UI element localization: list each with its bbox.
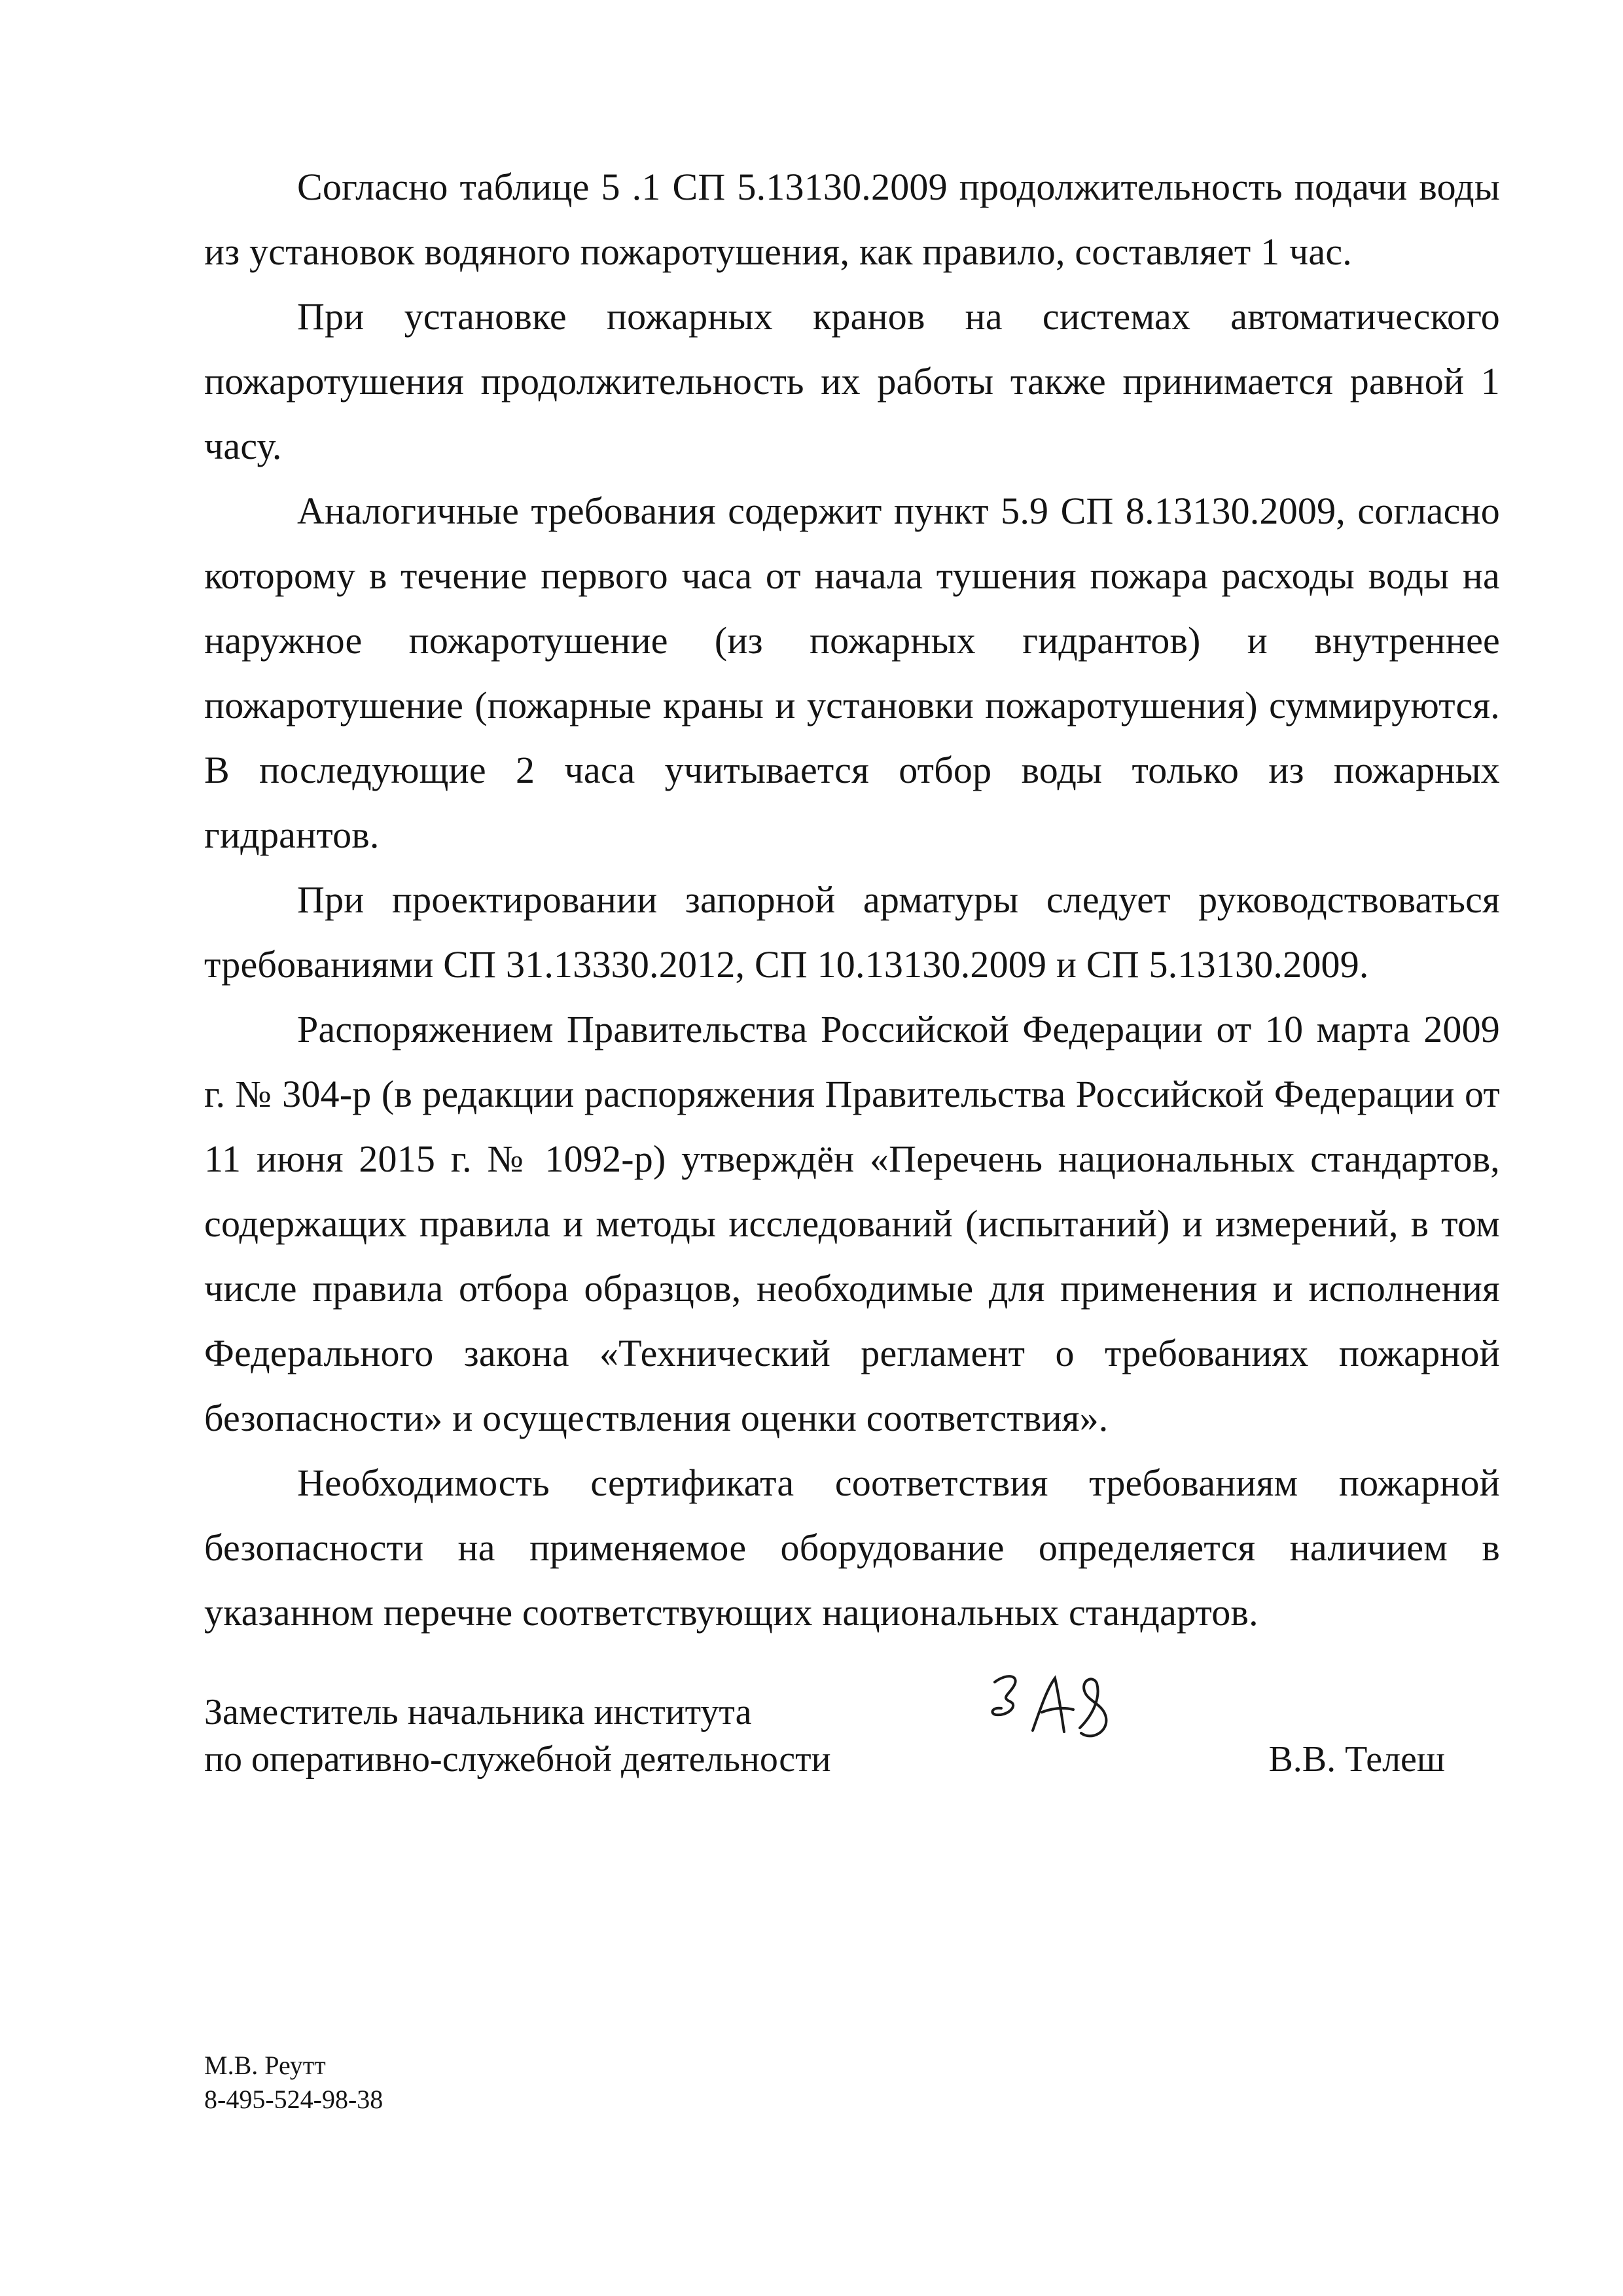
signature-block <box>204 1689 1500 1806</box>
executor-info <box>204 2049 383 2117</box>
paragraph-similar-requirements: Аналогичные требования содержит пункт 5.9 СП 8.13130.2009, согласно которому в течение первого часа от начала тушения пожара расходы воды на наружное пожаротушение (из пожарных гидрантов) и внутреннее пожаротушение (пожарные краны и установки пожаротушения) суммируются. В последующие 2 часа учитывается отбор воды только из пожарных гидрантов. <box>204 490 1500 856</box>
paragraph-fire-hydrants: При установке пожарных кранов на системах автоматического пожаротушения продолжительность их работы также принимается равной 1 часу. <box>204 295 1500 467</box>
executor-phone: 8-495-524-98-38 <box>204 2085 383 2114</box>
paragraph-certificate-necessity: Необходимость сертификата соответствия требованиям пожарной безопасности на применяемое оборудование определяется наличием в указанном перечне соответствующих национальных стандартов. <box>204 1462 1500 1634</box>
signer-title <box>204 1689 831 1783</box>
paragraph-shutoff-valves: При проектировании запорной арматуры следует руководствоваться требованиями СП 31.13330.2012, СП 10.13130.2009 и СП 5.13130.2009. <box>204 878 1500 986</box>
paragraph-fire-duration: Согласно таблице 5 .1 СП 5.13130.2009 продолжительность подачи воды из установок водяного пожаротушения, как правило, составляет 1 час. <box>204 166 1500 273</box>
signer-title-line-2: по оперативно-служебной деятельности <box>204 1739 831 1780</box>
signer-name: В.В. Телеш <box>1268 1739 1445 1780</box>
executor-name: М.В. Реутт <box>204 2051 326 2080</box>
letter-body <box>204 154 1500 1645</box>
paragraph-government-order: Распоряжением Правительства Российской Федерации от 10 марта 2009 г. № 304-р (в редакции распоряжения Правительства Российской Федерации от 11 июня 2015 г. № 1092-р) утверждён «Перечень национальных стандартов, содержащих правила и методы исследований (испытаний) и измерений, в том числе правила отбора образцов, необходимые для применения и исполнения Федерального закона «Технический регламент о требованиях пожарной безопасности» и осуществления оценки соответствия». <box>204 1008 1500 1439</box>
handwritten-signature-icon <box>982 1669 1119 1754</box>
signer-title-line-1: Заместитель начальника института <box>204 1692 752 1732</box>
